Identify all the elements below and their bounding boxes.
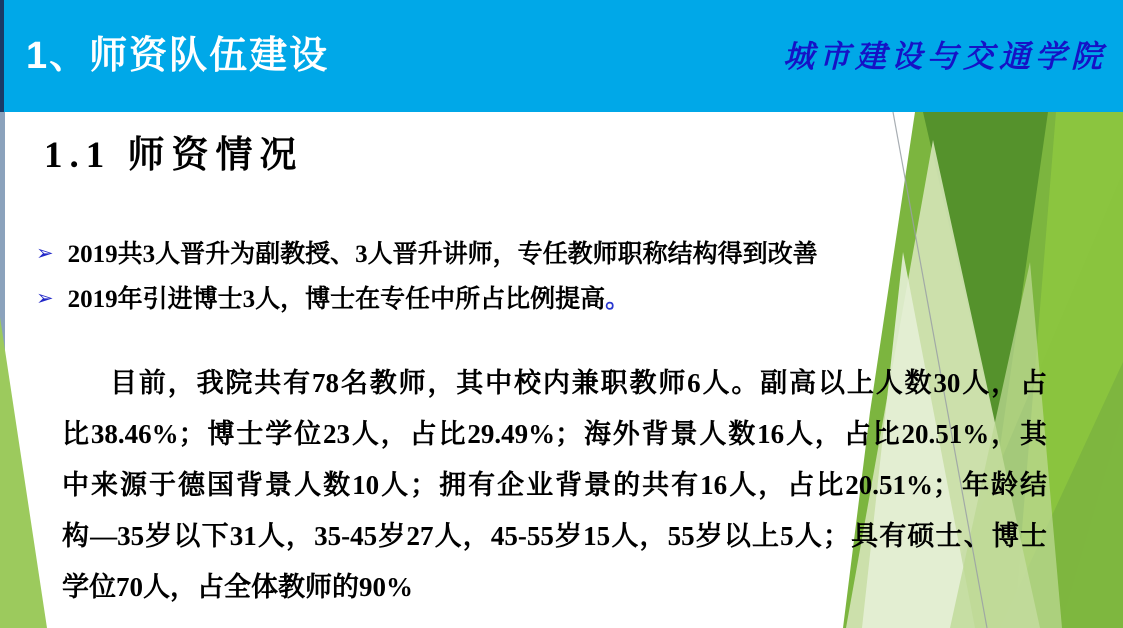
bottom-left-wedge xyxy=(0,317,47,628)
bullet-period: 。 xyxy=(605,286,631,313)
bullet-text: 2019年引进博士3人，博士在专任中所占比例提高 xyxy=(67,286,606,313)
paragraph-line: 学位70人，占全体教师的90% xyxy=(62,572,413,602)
faculty-stats-paragraph xyxy=(62,358,1047,613)
paragraph-line: 目前，我院共有78名教师，其中校内兼职教师6人。副高以上人数30人，占 xyxy=(110,368,1047,398)
bullet-item xyxy=(36,277,818,322)
college-name: 城市建设与交通学院 xyxy=(783,39,1107,74)
slide-header xyxy=(0,0,1123,112)
bullet-list xyxy=(36,232,818,322)
paragraph-line: 比38.46%；博士学位23人，占比29.49%；海外背景人数16人，占比20.51%，其 xyxy=(62,419,1047,449)
section-title: 1.1 师资情况 xyxy=(44,135,304,176)
arrow-bullet-icon: ➢ xyxy=(36,286,54,310)
slide-title: 1、师资队伍建设 xyxy=(26,35,330,77)
bullet-text: 2019共3人晋升为副教授、3人晋升讲师，专任教师职称结构得到改善 xyxy=(67,241,818,268)
header-left-notch xyxy=(0,0,4,112)
bullet-item xyxy=(36,232,818,277)
arrow-bullet-icon: ➢ xyxy=(36,241,54,265)
paragraph-line: 中来源于德国背景人数10人；拥有企业背景的共有16人，占比20.51%；年龄结 xyxy=(62,470,1047,500)
paragraph-line: 构—35岁以下31人，35-45岁27人，45-55岁15人，55岁以上5人；具有硕士、博士 xyxy=(62,521,1047,551)
